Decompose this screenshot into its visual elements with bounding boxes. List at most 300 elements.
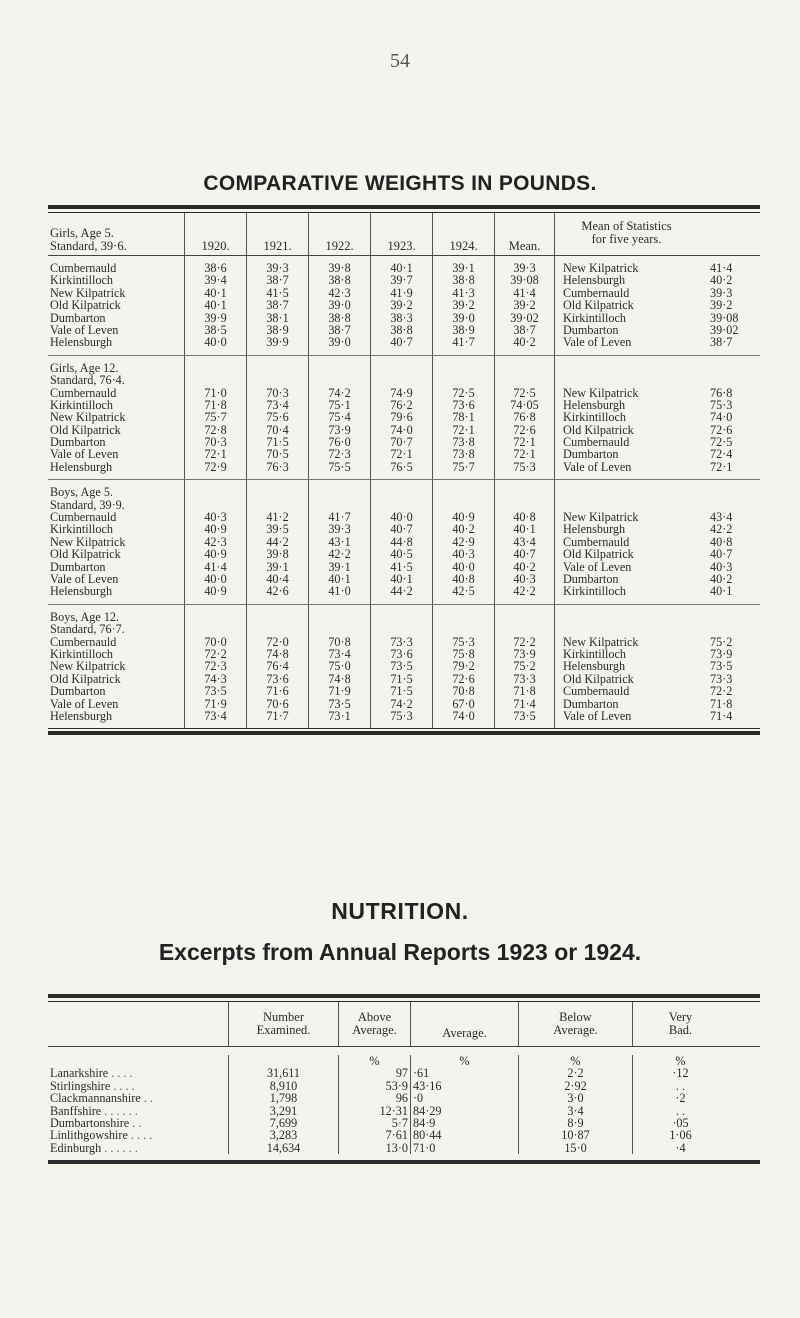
weights-group	[48, 356, 760, 480]
stats-value: 74·0	[710, 410, 733, 425]
year-column	[308, 480, 370, 604]
stats-place: Kirkintilloch	[563, 410, 626, 425]
weight-value: 73·8	[452, 435, 475, 450]
area-name: Edinburgh	[50, 1140, 102, 1155]
stats-place: Old Kilpatrick	[563, 547, 634, 562]
table-top-rule	[48, 205, 760, 209]
group-heading: Girls, Age 12.	[50, 360, 119, 375]
place-name: Old Kilpatrick	[50, 671, 121, 686]
number-header-line1: Number	[263, 1010, 304, 1024]
stats-value: 72·6	[710, 422, 733, 437]
stats-value: 73·3	[710, 671, 733, 686]
weight-value: 41·3	[452, 285, 475, 300]
year-column	[184, 256, 246, 355]
place-name: Old Kilpatrick	[50, 298, 121, 313]
area-row	[50, 1142, 228, 1154]
spacer	[563, 374, 698, 386]
above-value: 7·61	[385, 1128, 408, 1143]
nutrition-bottom-rule	[48, 1160, 760, 1164]
weight-value: 72·8	[204, 422, 227, 437]
weight-value: 76·0	[328, 435, 351, 450]
spacer	[309, 611, 370, 623]
year-column	[432, 256, 494, 355]
number-value: 1,798	[269, 1091, 298, 1106]
stats-place: Dumbarton	[563, 696, 619, 711]
nutrition-title: NUTRITION.	[331, 898, 469, 924]
weight-value: 73·4	[204, 708, 227, 723]
below-value: 15·0	[564, 1140, 587, 1155]
group-heading: Standard, 39·9.	[50, 497, 125, 512]
place-name: Kirkintilloch	[50, 646, 113, 661]
nutrition-header-row	[48, 1002, 760, 1046]
mean-value: 41·4	[513, 285, 536, 300]
number-header	[228, 1002, 338, 1046]
below-value: 10·87	[561, 1128, 590, 1143]
weight-value: 38·1	[266, 310, 289, 325]
weight-value: 70·4	[266, 422, 289, 437]
stats-value: 41·4	[710, 261, 733, 275]
stats-value-header	[698, 213, 760, 255]
stats-place: Cumbernauld	[563, 534, 630, 549]
year-column	[246, 605, 308, 729]
place-name: New Kilpatrick	[50, 285, 126, 300]
mean-column	[494, 356, 554, 480]
weight-value: 42·6	[266, 584, 289, 599]
weight-value: 38·5	[204, 322, 227, 337]
area-name: Lanarkshire	[50, 1066, 109, 1081]
very-bad-value: ·4	[675, 1140, 686, 1155]
weight-value: 72·1	[390, 447, 413, 462]
weight-value: 70·6	[266, 696, 289, 711]
mean-value: 42·2	[513, 584, 536, 599]
weight-value: 39·8	[328, 261, 351, 275]
weight-value: 40·0	[390, 510, 413, 525]
weight-value: 40·2	[452, 522, 475, 537]
average-value: 43·16	[413, 1078, 442, 1093]
average-value: 80·44	[413, 1128, 442, 1143]
weight-value: 74·2	[328, 385, 351, 400]
leader-dots: . .	[140, 1091, 153, 1106]
place-name: Cumbernauld	[50, 634, 117, 649]
very-bad-value: 1·06	[669, 1128, 692, 1143]
year-column	[370, 480, 432, 604]
weight-value: 39·3	[328, 522, 351, 537]
place-name: Dumbarton	[50, 559, 106, 574]
weight-value: 76·5	[390, 459, 413, 474]
weight-value: 40·9	[204, 547, 227, 562]
stats-place: Old Kilpatrick	[563, 422, 634, 437]
stats-place-column	[554, 480, 698, 604]
year-header-1922: 1922.	[308, 213, 370, 255]
weight-value: 73·5	[204, 684, 227, 699]
mean-value: 72·6	[513, 422, 536, 437]
place-name: New Kilpatrick	[50, 534, 126, 549]
year-column	[184, 356, 246, 480]
weight-value: 39·0	[452, 310, 475, 325]
below-value: 3·0	[567, 1091, 584, 1106]
year-column	[246, 256, 308, 355]
spacer	[495, 486, 554, 498]
place-name: Cumbernauld	[50, 510, 117, 525]
weight-value: 40·5	[390, 547, 413, 562]
weight-value: 40·9	[204, 584, 227, 599]
stats-place: Vale of Leven	[563, 708, 632, 723]
weight-value: 75·7	[452, 459, 475, 474]
weight-value: 74·3	[204, 671, 227, 686]
area-name: Dumbartonshire	[50, 1115, 130, 1130]
weight-value: 75·3	[390, 708, 413, 723]
weight-value: 73·4	[266, 397, 289, 412]
area-name: Linlithgowshire	[50, 1128, 128, 1143]
spacer	[495, 623, 554, 635]
mean-value: 40·3	[513, 571, 536, 586]
mean-value: 72·2	[513, 634, 536, 649]
spacer	[433, 362, 494, 374]
weight-value: 39·1	[266, 559, 289, 574]
group-heading: Boys, Age 12.	[50, 609, 120, 624]
mean-value: 38·7	[513, 322, 536, 337]
stats-value: 40·2	[710, 571, 733, 586]
weight-value: 40·3	[452, 547, 475, 562]
weight-value: 41·0	[328, 584, 351, 599]
spacer	[495, 362, 554, 374]
mean-value: 39·3	[513, 261, 536, 275]
weight-value: 79·2	[452, 659, 475, 674]
weight-value: 40·7	[390, 335, 413, 350]
stats-place: Vale of Leven	[563, 335, 632, 350]
weight-value: 38·8	[328, 310, 351, 325]
spacer	[495, 374, 554, 386]
stats-place: Cumbernauld	[563, 285, 630, 300]
stats-place: Helensburgh	[563, 397, 626, 412]
stats-value: 39·3	[710, 285, 733, 300]
group-heading: Boys, Age 5.	[50, 485, 113, 500]
weight-value: 73·3	[390, 634, 413, 649]
spacer	[247, 374, 308, 386]
number-value: 3,283	[269, 1128, 298, 1143]
weight-value: 40·0	[204, 571, 227, 586]
very-bad-header-line2: Bad.	[668, 1023, 693, 1037]
place-name: Vale of Leven	[50, 571, 119, 586]
weight-value: 75·8	[452, 646, 475, 661]
spacer	[371, 623, 432, 635]
table-bottom-rule	[48, 731, 760, 735]
weight-value: 39·5	[266, 522, 289, 537]
spacer	[309, 374, 370, 386]
weight-value: 39·8	[266, 547, 289, 562]
above-value: 12·31	[379, 1103, 408, 1118]
year-column	[432, 356, 494, 480]
stats-place-column	[554, 256, 698, 355]
weight-value: 39·2	[390, 298, 413, 313]
mean-value: 71·8	[513, 684, 536, 699]
weight-value: 43·1	[328, 534, 351, 549]
above-value: 13·0	[385, 1140, 408, 1155]
very-bad-value: . .	[675, 1078, 686, 1093]
weight-value: 76·3	[266, 459, 289, 474]
mean-value: 73·9	[513, 646, 536, 661]
mean-header: Mean.	[494, 213, 554, 255]
weight-value: 71·8	[204, 397, 227, 412]
below-header-line2: Average.	[553, 1023, 598, 1037]
weights-group	[48, 256, 760, 355]
stats-place: New Kilpatrick	[563, 261, 639, 275]
weight-value: 71·6	[266, 684, 289, 699]
weights-groups	[48, 256, 760, 728]
stats-place: Vale of Leven	[563, 459, 632, 474]
place-name: Dumbarton	[50, 435, 106, 450]
weight-value: 73·5	[328, 696, 351, 711]
stats-place-column	[554, 356, 698, 480]
stats-value: 39·08	[710, 310, 739, 325]
weight-value: 42·3	[204, 534, 227, 549]
weight-value: 75·6	[266, 410, 289, 425]
place-name: Cumbernauld	[50, 261, 117, 275]
average-column	[410, 1055, 518, 1154]
stats-value: 38·7	[710, 335, 733, 350]
weight-value: 78·1	[452, 410, 475, 425]
weight-value: 40·1	[204, 285, 227, 300]
weight-value: 72·3	[328, 447, 351, 462]
weight-value: 38·6	[204, 261, 227, 275]
stats-place: Cumbernauld	[563, 684, 630, 699]
stats-value: 72·2	[710, 684, 733, 699]
weight-value: 74·9	[390, 385, 413, 400]
mean-value: 43·4	[513, 534, 536, 549]
weight-value: 40·8	[452, 571, 475, 586]
spacer	[710, 374, 760, 386]
weight-value: 41·5	[266, 285, 289, 300]
weight-value: 39·4	[204, 273, 227, 288]
stats-place: New Kilpatrick	[563, 385, 639, 400]
spacer	[309, 486, 370, 498]
stats-value: 71·8	[710, 696, 733, 711]
spacer	[185, 374, 246, 386]
stats-value-column	[698, 480, 760, 604]
spacer	[563, 623, 698, 635]
stats-value: 76·8	[710, 385, 733, 400]
weight-value: 38·8	[328, 273, 351, 288]
year-column	[432, 480, 494, 604]
year-column	[184, 480, 246, 604]
place-name: Kirkintilloch	[50, 522, 113, 537]
weight-value: 38·9	[266, 322, 289, 337]
stats-place: Old Kilpatrick	[563, 298, 634, 313]
year-column	[308, 605, 370, 729]
above-header-line2: Average.	[352, 1023, 397, 1037]
weight-value: 75·0	[328, 659, 351, 674]
spacer	[433, 611, 494, 623]
table-bottom-rule-thin	[48, 728, 760, 729]
stats-value-column	[698, 356, 760, 480]
mean-value: 76·8	[513, 410, 536, 425]
spacer	[563, 611, 698, 623]
weight-value: 70·3	[204, 435, 227, 450]
place-name: Old Kilpatrick	[50, 422, 121, 437]
place-name: Cumbernauld	[50, 385, 117, 400]
weight-value: 38·7	[266, 273, 289, 288]
mean-value: 72·1	[513, 435, 536, 450]
weight-value: 40·1	[204, 298, 227, 313]
stats-place: Dumbarton	[563, 447, 619, 462]
mean-column	[494, 256, 554, 355]
spacer	[185, 362, 246, 374]
place-name: Old Kilpatrick	[50, 547, 121, 562]
weight-value: 41·9	[390, 285, 413, 300]
weight-value: 75·7	[204, 410, 227, 425]
weight-value: 72·5	[452, 385, 475, 400]
weight-value: 44·2	[390, 584, 413, 599]
average-header: Average.	[410, 1002, 518, 1046]
mean-value: 39·02	[510, 310, 539, 325]
weight-value: 40·1	[390, 261, 413, 275]
year-column	[246, 356, 308, 480]
below-column	[518, 1055, 632, 1154]
above-value: 5·7	[391, 1115, 408, 1130]
weight-value: 71·5	[390, 684, 413, 699]
weight-value: 72·1	[204, 447, 227, 462]
weight-value: 41·7	[452, 335, 475, 350]
above-value: 96	[395, 1091, 408, 1106]
weight-value: 74·8	[266, 646, 289, 661]
group-header-line1: Girls, Age 5.	[50, 226, 114, 241]
stats-value: 40·7	[710, 547, 733, 562]
spacer	[433, 374, 494, 386]
place-name: Dumbarton	[50, 684, 106, 699]
mean-value: 71·4	[513, 696, 536, 711]
weight-value: 73·8	[452, 447, 475, 462]
spacer	[433, 623, 494, 635]
number-value: 31,611	[266, 1066, 301, 1081]
place-name: Helensburgh	[50, 708, 113, 723]
leader-dots: . . . . . .	[101, 1140, 138, 1155]
percent-sign: %	[570, 1054, 581, 1068]
year-column	[370, 256, 432, 355]
weights-table	[48, 205, 760, 735]
mean-value: 75·3	[513, 459, 536, 474]
stats-value: 73·5	[710, 659, 733, 674]
below-value: 3·4	[567, 1103, 584, 1118]
weight-value: 41·7	[328, 510, 351, 525]
number-column	[228, 1055, 338, 1154]
weight-value: 39·9	[266, 335, 289, 350]
mean-value: 73·3	[513, 671, 536, 686]
weight-value: 40·9	[204, 522, 227, 537]
spacer	[563, 486, 698, 498]
stats-place: New Kilpatrick	[563, 510, 639, 525]
mean-value: 73·5	[513, 708, 536, 723]
below-header	[518, 1002, 632, 1046]
weight-value: 79·6	[390, 410, 413, 425]
place-name: Kirkintilloch	[50, 397, 113, 412]
place-name: Vale of Leven	[50, 696, 119, 711]
very-bad-column	[632, 1055, 728, 1154]
very-bad-header-line1: Very	[668, 1010, 693, 1024]
weight-value: 40·1	[390, 571, 413, 586]
weight-value: 76·4	[266, 659, 289, 674]
mean-value: 40·2	[513, 559, 536, 574]
number-value: 3,291	[269, 1103, 298, 1118]
weight-value: 38·3	[390, 310, 413, 325]
mean-value: 72·5	[513, 385, 536, 400]
average-value: 84·9	[413, 1115, 436, 1130]
year-column	[432, 605, 494, 729]
weights-group	[48, 605, 760, 729]
weight-value: 74·2	[390, 696, 413, 711]
weight-value: 38·8	[390, 322, 413, 337]
weight-value: 71·5	[390, 671, 413, 686]
mean-value: 39·2	[513, 298, 536, 313]
weight-value: 40·1	[328, 571, 351, 586]
stats-place-column	[554, 605, 698, 729]
weight-value: 74·0	[390, 422, 413, 437]
leader-dots: . . . .	[127, 1128, 153, 1143]
year-header-1921: 1921.	[246, 213, 308, 255]
weight-value: 72·0	[266, 634, 289, 649]
area-name: Banffshire	[50, 1103, 102, 1118]
weight-value: 40·0	[452, 559, 475, 574]
stats-place: New Kilpatrick	[563, 634, 639, 649]
area-column	[48, 1055, 228, 1154]
spacer	[247, 623, 308, 635]
percent-sign: %	[369, 1054, 380, 1068]
weight-value: 42·9	[452, 534, 475, 549]
weight-value: 42·5	[452, 584, 475, 599]
stats-value-column	[698, 256, 760, 355]
weight-value: 40·9	[452, 510, 475, 525]
stats-value: 43·4	[710, 510, 733, 525]
very-bad-value: ·2	[675, 1091, 686, 1106]
weights-group	[48, 480, 760, 604]
mean-value: 40·8	[513, 510, 536, 525]
weight-value: 39·1	[452, 261, 475, 275]
place-name: Vale of Leven	[50, 322, 119, 337]
spacer	[710, 611, 760, 623]
year-column	[246, 480, 308, 604]
spacer	[495, 611, 554, 623]
stats-value: 39·02	[710, 322, 739, 337]
spacer	[710, 623, 760, 635]
stats-place: Old Kilpatrick	[563, 671, 634, 686]
weight-value: 42·2	[328, 547, 351, 562]
mean-value: 74·05	[510, 397, 539, 412]
stats-value-column	[698, 605, 760, 729]
weight-value: 72·3	[204, 659, 227, 674]
below-value: 2·2	[567, 1066, 584, 1081]
stats-value: 39·2	[710, 298, 733, 313]
weight-value: 41·2	[266, 510, 289, 525]
weight-value: 74·8	[328, 671, 351, 686]
area-name: Stirlingshire	[50, 1078, 111, 1093]
stats-value: 40·2	[710, 273, 733, 288]
place-name: Helensburgh	[50, 335, 113, 350]
page-number: 54	[390, 50, 410, 72]
mean-value: 72·1	[513, 447, 536, 462]
weight-value: 73·4	[328, 646, 351, 661]
spacer	[185, 611, 246, 623]
below-value: 8·9	[567, 1115, 584, 1130]
number-value: 8,910	[269, 1078, 298, 1093]
place-name: Helensburgh	[50, 584, 113, 599]
stats-place: Kirkintilloch	[563, 646, 626, 661]
stats-header	[554, 213, 698, 255]
weight-value: 40·7	[390, 522, 413, 537]
spacer	[309, 362, 370, 374]
mean-value: 75·2	[513, 659, 536, 674]
weight-value: 71·9	[204, 696, 227, 711]
leader-dots: . . . .	[108, 1066, 133, 1081]
spacer	[710, 486, 760, 498]
